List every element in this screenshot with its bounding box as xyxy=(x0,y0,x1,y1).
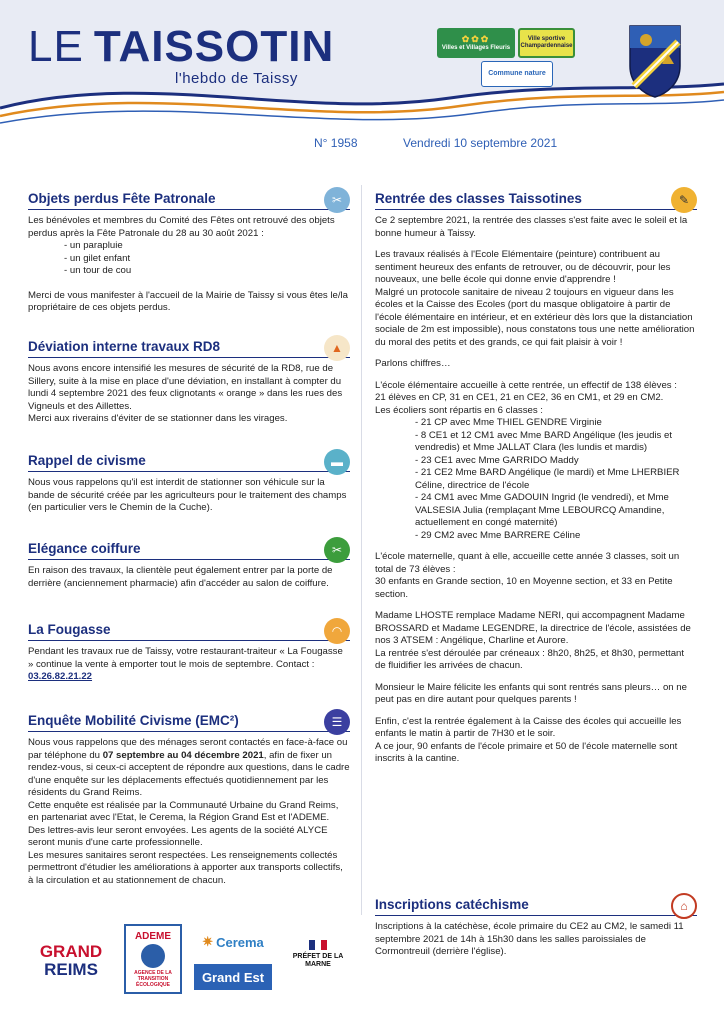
rentree-paragraph: - 21 CE2 Mme BARD Angélique (le mardi) et Mme LHERBIER Céline, directrice de l'école xyxy=(415,467,680,491)
column-divider xyxy=(361,185,362,915)
rentree-paragraph: - 29 CM2 avec Mme BARRERE Céline xyxy=(415,529,581,541)
list-item: - un tour de cou xyxy=(64,265,132,276)
section-deviation: Déviation interne travaux RD8 ▲ Nous avons encore intensifié les mesures de sécurité de la RD8, rue de Sillery, suite à la mise en place d'une déviation, en installant à compter du lundi 4 septembre 2021 des feux clignotants « orange » dans les rues des Vigneuls et des Aillettes. Merci aux riverains d'éviter de se stationner dans les virages. xyxy=(28,339,350,426)
contact-phone-link[interactable]: 03.26.82.21.22 xyxy=(28,671,93,682)
rentree-paragraph: Monsieur le Maire félicite les enfants qui sont rentrés sans pleurs… on ne peut pas en dire autant pour quelques parents ! xyxy=(375,681,687,705)
french-flag-icon xyxy=(309,940,327,950)
ville-sportive-badge: Ville sportive Champardennaise xyxy=(518,28,575,58)
rentree-paragraph: - 8 CE1 et 12 CM1 avec Mme BARD Angélique (les jeudis et vendredis) et Mme JALLAT Clara (les lundis et mardis) xyxy=(415,429,673,453)
issue-number: N° 1958 xyxy=(314,136,358,150)
grand-reims-logo: GRAND REIMS xyxy=(39,942,103,979)
section-fougasse: La Fougasse ◠ Pendant les travaux rue de Taissy, votre restaurant-traiteur « La Fougasse » continue la vente à emporter tout le mois de septembre. Contact : 03.26.82.21.22 xyxy=(28,622,350,684)
rentree-paragraph: Madame LHOSTE remplace Madame NERI, qui accompagnent Madame BROSSARD et Madame LEGENDRE, la directrice de l'école, assistées de nos 3 ATSEM : Angélique, Charline et Aurore. xyxy=(375,610,691,646)
rentree-paragraph xyxy=(375,371,697,380)
partner-logos xyxy=(28,924,350,994)
rentree-paragraph: Parlons chiffres… xyxy=(375,358,451,369)
section-rentree xyxy=(375,191,697,766)
coat-of-arms-icon xyxy=(628,24,682,98)
scissors-icon: ✂ xyxy=(324,537,350,563)
section-title: Déviation interne travaux RD8 xyxy=(28,339,350,358)
section-title: Inscriptions catéchisme xyxy=(375,897,697,916)
church-icon: ⌂ xyxy=(671,893,697,919)
section-civisme: Rappel de civisme ▬ Nous vous rappelons qu'il est interdit de stationner son véhicule sur la bande de sécurité créée par les agriculteurs pour le traitement des champs (en particulier vers le Chemin de la Cuche). xyxy=(28,453,350,515)
rentree-paragraph xyxy=(375,240,697,249)
cerema-mark-icon: ✷ xyxy=(202,934,214,949)
section-catechisme: Inscriptions catéchisme ⌂ Inscriptions à la catéchèse, école primaire du CE2 au CM2, le samedi 11 septembre 2021 de 14h à 15h30 dans les salles paroissiales de Cormontreuil (derrière l'église). xyxy=(375,897,697,959)
rentree-paragraph: Enfin, c'est la rentrée également à la Caisse des écoles qui accueille les enfants le matin à partir de 7H30 et le soir. xyxy=(375,715,682,739)
section-title: La Fougasse xyxy=(28,622,350,641)
section-title: Rappel de civisme xyxy=(28,453,350,472)
car-icon: ▬ xyxy=(324,449,350,475)
prefet-marne-logo: PRÉFET DE LA MARNE xyxy=(290,934,346,974)
list-item: - un parapluie xyxy=(64,240,123,251)
rentree-paragraph: A ce jour, 90 enfants de l'école primaire et 50 de l'école maternelle sont inscrits à la cantine. xyxy=(375,740,678,764)
survey-icon: ☰ xyxy=(324,709,350,735)
rentree-paragraph: Les écoliers sont répartis en 6 classes : xyxy=(375,404,543,416)
pencils-icon: ✎ xyxy=(671,187,697,213)
section-title: Elégance coiffure xyxy=(28,541,350,560)
rentree-paragraph: 21 élèves en CP, 31 en CE1, 21 en CE2, 36 en CM1, et 29 en CM2. xyxy=(375,392,664,403)
cerema-logo: ✷ Cerema xyxy=(202,934,264,950)
list-item: - un gilet enfant xyxy=(64,252,131,264)
food-cloche-icon: ◠ xyxy=(324,618,350,644)
rentree-paragraph: 30 enfants en Grande section, 10 en Moyenne section, et 33 en Petite section. xyxy=(375,576,673,600)
traffic-cone-icon: ▲ xyxy=(324,335,350,361)
rentree-paragraph: La rentrée s'est déroulée par créneaux : 8h20, 8h25, et 8h30, permettant de fluidifier les arrivées de chacun. xyxy=(375,647,685,671)
rentree-paragraph: - 21 CP avec Mme THIEL GENDRE Virginie xyxy=(415,417,602,428)
rentree-body xyxy=(375,215,697,766)
rentree-paragraph: Les travaux réalisés à l'Ecole Elémentaire (peinture) contribuent au sentiment heureux des enfants de retrouver, ou de découvrir, pour les nouveaux, une belle école qui donne envie d'apprendre ! xyxy=(375,249,671,285)
tools-icon: ✂ xyxy=(324,187,350,213)
grand-est-logo: Grand Est xyxy=(194,964,272,990)
rentree-paragraph xyxy=(375,349,697,358)
section-title: Objets perdus Fête Patronale xyxy=(28,191,350,210)
section-title: Rentrée des classes Taissotines xyxy=(375,191,697,210)
newsletter-subtitle: l'hebdo de Taissy xyxy=(175,70,298,87)
section-coiffure: Elégance coiffure ✂ En raison des travaux, la clientèle peut également entrer par la porte de derrière (anciennement pharmacie) afin d'accéder au salon de coiffure. xyxy=(28,541,350,590)
section-title: Enquête Mobilité Civisme (EMC²) xyxy=(28,713,350,732)
rentree-paragraph xyxy=(375,601,697,610)
rentree-paragraph: L'école maternelle, quant à elle, accueille cette année 3 classes, soit un total de 73 élèves : xyxy=(375,551,680,575)
masthead xyxy=(0,0,724,165)
issue-date: Vendredi 10 septembre 2021 xyxy=(403,136,558,150)
rentree-paragraph xyxy=(375,673,697,682)
newsletter-title: LE TAISSOTIN xyxy=(28,22,335,71)
section-objets-perdus: Objets perdus Fête Patronale ✂ Les bénévoles et membres du Comité des Fêtes ont retrouvé des objets perdus après la Fête Patronale du 28 au 30 août 2021 : - un parapluie - un gilet enfant - un tour de cou Merci de vous manifester à l'accueil de la Mairie de Taissy si vous êtes le/la propriétaire de ces objets perdus. xyxy=(28,191,350,315)
ademe-logo: ADEME AGENCE DE LA TRANSITION ÉCOLOGIQUE xyxy=(124,924,182,994)
rentree-paragraph: Ce 2 septembre 2021, la rentrée des classes s'est faite avec le soleil et la bonne humeur à Taissy. xyxy=(375,215,688,239)
rentree-paragraph xyxy=(375,542,697,551)
rentree-paragraph: Malgré un protocole sanitaire de niveau 2 toujours en vigueur dans les écoles et la Caisse des Ecoles (port du masque obligatoire à partir de l'école élémentaire en intérieur, et en extérieur dès lors que la distanciation sociale de 2m est impossible), nous constatons tous une nette amélioration du moral des petits et des grands, ce qui fait plaisir à voir ! xyxy=(375,286,695,348)
rentree-paragraph: - 24 CM1 avec Mme GADOUIN Ingrid (le vendredi), et Mme VALSESIA Julia (remplaçant Mme LEBOURCQ Amandine, actuellement en congé maternité) xyxy=(415,492,669,528)
rentree-paragraph: - 23 CE1 avec Mme GARRIDO Maddy xyxy=(415,454,579,466)
commune-nature-badge: Commune nature xyxy=(481,61,553,87)
villes-fleuris-badge: ✿✿✿ Villes et Villages Fleuris xyxy=(437,28,515,58)
rentree-paragraph: L'école élémentaire accueille à cette rentrée, un effectif de 138 élèves : xyxy=(375,379,677,391)
section-emc: Enquête Mobilité Civisme (EMC²) ☰ Nous vous rappelons que des ménages seront contactés en face-à-face ou par téléphone du 07 septembre au 04 décembre 2021, afin de fixer un rendez-vous, si ceux-ci acceptent de répondre aux questions, dans le cadre d'une enquête sur les déplacements effectués quotidiennement par les résidents du Grand Reims. Cette enquête est réalisée par la Communauté Urbaine du Grand Reims, en partenariat avec l'Etat, le Cerema, la Région Grand Est et l'ADEME. Des lettres-avis leur seront envoyées. Les agents de la société ALYCE seront munis d'une carte professionnelle. Les mesures sanitaires seront respectées. Les renseignements collectés permettront d'étudier les améliorations à apporter aux transports collectifs, à la circulation et au stationnement de chacun. xyxy=(28,713,350,887)
rentree-paragraph xyxy=(375,707,697,716)
